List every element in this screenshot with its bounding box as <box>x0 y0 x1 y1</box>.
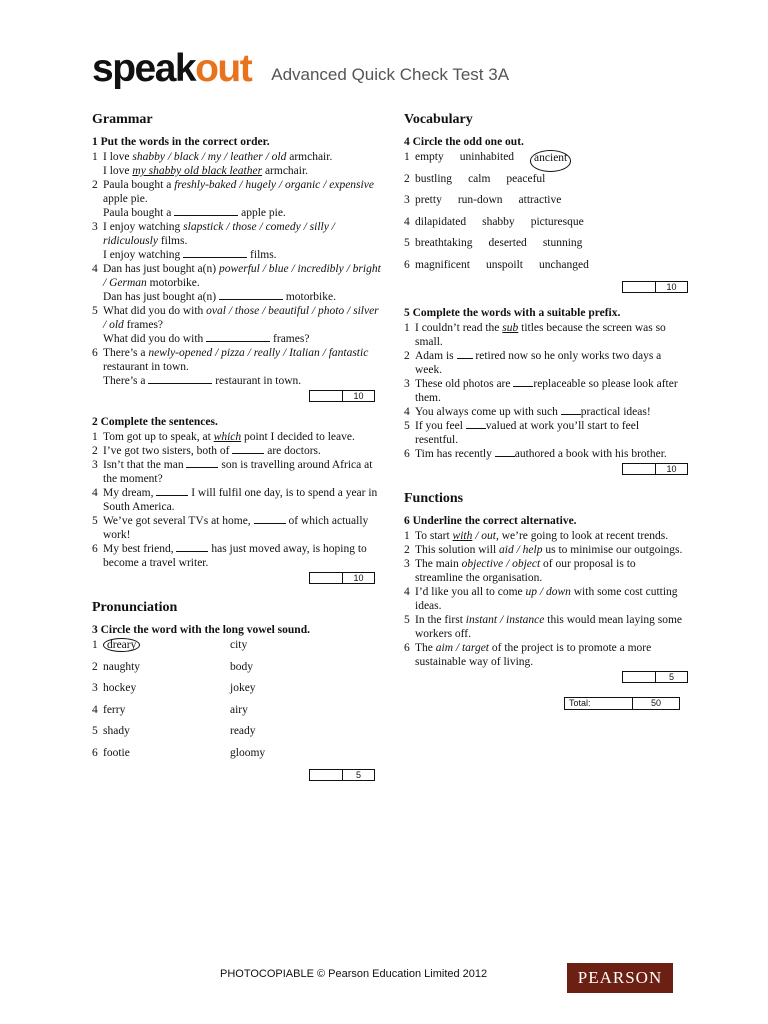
answer-line <box>103 164 382 178</box>
word[interactable]: body <box>230 660 253 673</box>
item-text: There’s a <box>103 347 149 359</box>
item-text: Adam is <box>415 350 457 362</box>
exercise-5-item <box>404 321 684 349</box>
alternatives[interactable]: aid / help <box>499 544 543 556</box>
item-number: 4 <box>404 215 410 228</box>
word[interactable]: naughty <box>103 660 141 673</box>
speakout-logo <box>92 49 251 88</box>
answer-text: restaurant in town. <box>212 375 302 387</box>
answer-text: I love <box>103 165 133 177</box>
word[interactable]: calm <box>468 172 491 185</box>
exercise-2-item <box>92 444 382 458</box>
answer-line <box>103 332 382 346</box>
pearson-logo: PEARSON <box>567 963 673 993</box>
item-number: 6 <box>404 448 410 460</box>
item-text: I’d like you all to come <box>415 586 526 598</box>
alternative[interactable]: / out <box>472 530 496 542</box>
item-words: slapstick / those / comedy / silly / ridiculously <box>103 221 335 247</box>
item-number: 2 <box>404 544 410 556</box>
total-score-box <box>564 697 680 710</box>
item-number: 1 <box>92 639 98 651</box>
answer-text: frames? <box>270 333 310 345</box>
item-text: films. <box>157 235 188 247</box>
item-number: 5 <box>92 515 98 527</box>
word[interactable]: uninhabited <box>459 151 515 163</box>
item-text: son is travelling around Africa at the moment? <box>103 459 373 485</box>
alternatives[interactable]: objective / object <box>461 558 541 570</box>
item-text: authored a book with his brother. <box>514 448 667 460</box>
item-words: powerful / blue / incredibly / bright / German <box>103 263 381 289</box>
item-text: Tim has recently <box>415 448 495 460</box>
item-words: newly-opened / pizza / really / Italian / fantastic <box>148 347 369 359</box>
item-text: frames? <box>123 319 164 331</box>
word[interactable]: run-down <box>457 194 503 206</box>
exercise-5-title: 5 Complete the words with a suitable prefix. <box>404 307 621 319</box>
answer-line <box>103 248 382 262</box>
pronunciation-heading: Pronunciation <box>92 600 178 615</box>
alternatives[interactable]: aim / target <box>435 642 490 654</box>
right-column <box>404 112 684 710</box>
functions-heading: Functions <box>404 491 464 506</box>
logo-part-speak: speak <box>92 47 196 90</box>
answer-text: armchair. <box>262 165 309 177</box>
item-text: I couldn’t read the <box>415 322 503 334</box>
exercise-6-item <box>404 543 684 557</box>
item-number: 4 <box>404 586 410 598</box>
item-number: 5 <box>92 725 98 737</box>
exercise-6-item <box>404 529 684 543</box>
circled-word[interactable]: ancient <box>530 150 571 172</box>
item-number: 2 <box>92 660 98 673</box>
page-header <box>92 44 509 88</box>
item-number: 3 <box>404 194 410 206</box>
exercise-3-row <box>92 724 382 746</box>
answer-blank[interactable] <box>466 419 486 429</box>
left-column <box>92 112 382 783</box>
item-number: 6 <box>92 746 98 759</box>
answer-blank[interactable] <box>174 206 238 216</box>
word[interactable]: unchanged <box>539 258 589 271</box>
item-number: 5 <box>92 305 98 317</box>
answer-blank[interactable] <box>219 290 283 300</box>
item-text: The main <box>415 558 462 570</box>
word[interactable]: magnificent <box>415 258 470 271</box>
score-entry[interactable] <box>623 282 656 292</box>
item-number: 1 <box>404 151 410 163</box>
answer-blank[interactable] <box>176 542 208 552</box>
item-text: In the first <box>415 614 466 626</box>
item-text: are doctors. <box>264 445 321 457</box>
item-number: 1 <box>92 431 98 443</box>
item-number: 4 <box>92 263 98 275</box>
item-words: oval / those / beautiful / photo / silver / old <box>103 305 379 331</box>
item-text: us to minimise our outgoings. <box>542 544 683 556</box>
word[interactable]: empty <box>415 151 444 163</box>
alternatives[interactable]: up / down <box>525 586 571 598</box>
exercise-6-item <box>404 641 684 669</box>
word[interactable]: city <box>230 639 248 651</box>
item-text: this would mean laying some workers off. <box>415 614 683 640</box>
item-text: If you feel <box>415 420 466 432</box>
exercise-2-item <box>92 542 382 570</box>
word-cell <box>103 638 230 660</box>
vocabulary-heading: Vocabulary <box>404 112 473 127</box>
item-number: 3 <box>404 378 410 390</box>
item-text: motorbike. <box>146 277 200 289</box>
exercise-4-title: 4 Circle the odd one out. <box>404 136 524 148</box>
exercise-6-item <box>404 585 684 613</box>
score-entry[interactable] <box>310 391 343 401</box>
exercise-4-row <box>404 172 684 194</box>
item-number: 5 <box>404 614 410 626</box>
exercise-1-item <box>92 220 382 262</box>
answer-line <box>103 206 382 220</box>
exercise-4-row <box>404 236 684 258</box>
exercise-2-item <box>92 514 382 542</box>
exercise-1-title: 1 Put the words in the correct order. <box>92 136 270 148</box>
exercise-6-item <box>404 557 684 585</box>
score-max: 10 <box>353 573 364 583</box>
item-number: 1 <box>404 530 410 542</box>
item-text: Tom got up to speak, at <box>103 431 214 443</box>
item-number: 5 <box>404 237 410 249</box>
exercise-6-item <box>404 613 684 641</box>
item-text: titles because the screen was so small. <box>415 322 666 348</box>
item-words: shabby / black / my / leather / old <box>132 151 287 163</box>
item-text: I love <box>103 151 133 163</box>
word[interactable]: ready <box>230 725 256 737</box>
score-max: 10 <box>666 282 677 292</box>
answer-blank[interactable] <box>495 447 515 457</box>
word[interactable]: dilapidated <box>415 215 467 228</box>
word[interactable]: hockey <box>103 682 137 694</box>
item-text: I enjoy watching <box>103 221 184 233</box>
item-text: of which actually work! <box>103 515 369 541</box>
score-box-ex4 <box>622 281 688 293</box>
example-answer: with <box>452 530 473 542</box>
item-number: 4 <box>92 487 98 499</box>
item-number: 2 <box>404 350 410 362</box>
total-label: Total: <box>565 698 633 709</box>
item-text: apple pie. <box>103 193 148 205</box>
item-number: 4 <box>404 406 410 418</box>
item-number: 3 <box>92 221 98 233</box>
answer-blank[interactable] <box>254 514 286 524</box>
exercise-3-row <box>92 660 382 682</box>
exercise-3-row <box>92 703 382 725</box>
exercise-1-item <box>92 178 382 220</box>
word[interactable]: shady <box>103 725 130 737</box>
item-text: valued at work you’ll start to feel resentful. <box>415 420 640 446</box>
word[interactable]: unspoilt <box>485 258 523 271</box>
word[interactable]: stunning <box>542 237 583 249</box>
score-entry[interactable] <box>310 573 343 583</box>
item-text: Paula bought a <box>103 179 175 191</box>
item-number: 2 <box>404 172 410 185</box>
score-max: 10 <box>666 464 677 474</box>
score-entry[interactable] <box>310 770 343 780</box>
circled-word[interactable]: dreary <box>103 638 140 652</box>
item-number: 4 <box>92 703 98 716</box>
exercise-5-item <box>404 447 684 461</box>
item-number: 6 <box>404 642 410 654</box>
item-number: 3 <box>92 682 98 694</box>
item-number: 5 <box>404 420 410 432</box>
answer-blank[interactable] <box>156 486 188 496</box>
word[interactable]: bustling <box>415 172 453 185</box>
item-number: 6 <box>404 258 410 271</box>
item-text: You always come up with such <box>415 406 561 418</box>
answer-text: There’s a <box>103 375 149 387</box>
example-answer: sub <box>502 322 519 334</box>
exercise-3-title: 3 Circle the word with the long vowel sound. <box>92 624 310 636</box>
exercise-2-item <box>92 458 382 486</box>
test-title: Advanced Quick Check Test 3A <box>271 65 510 84</box>
item-text: My dream, <box>103 487 157 499</box>
item-number: 3 <box>404 558 410 570</box>
exercise-1-item <box>92 262 382 304</box>
item-text: Isn’t that the man <box>103 459 187 471</box>
score-box-ex2 <box>309 572 375 584</box>
score-box-ex3 <box>309 769 375 781</box>
item-text: has just moved away, is hoping to become a travel writer. <box>103 543 367 569</box>
word[interactable]: gloomy <box>230 746 266 759</box>
answer-blank[interactable] <box>183 248 247 258</box>
item-text: To start <box>415 530 453 542</box>
word[interactable]: ferry <box>103 703 126 716</box>
exercise-5-item <box>404 349 684 377</box>
word[interactable]: attractive <box>518 194 562 206</box>
exercise-5-item <box>404 419 684 447</box>
item-text: These old photos are <box>415 378 514 390</box>
copyright-footer: PHOTOCOPIABLE © Pearson Education Limited 2012 <box>220 968 488 980</box>
item-text: point I decided to leave. <box>241 431 355 443</box>
grammar-heading: Grammar <box>92 112 153 127</box>
answer-text: motorbike. <box>282 291 336 303</box>
score-box-ex6 <box>622 671 688 683</box>
exercise-3-row <box>92 638 382 660</box>
word[interactable]: breathtaking <box>415 237 473 249</box>
answer-blank[interactable] <box>148 374 212 384</box>
exercise-1-item <box>92 346 382 388</box>
item-text: practical ideas! <box>580 406 651 418</box>
answer-line <box>103 374 382 388</box>
answer-blank[interactable] <box>206 332 270 342</box>
exercise-4-row <box>404 215 684 237</box>
exercise-2-item <box>92 430 382 444</box>
word[interactable]: peaceful <box>506 172 546 185</box>
exercise-1-item <box>92 150 382 178</box>
exercise-4-row <box>404 150 684 172</box>
item-text: replaceable so please look after them. <box>415 378 678 404</box>
item-number: 1 <box>92 151 98 163</box>
item-number: 2 <box>92 445 98 457</box>
score-max: 5 <box>355 770 361 780</box>
alternatives[interactable]: instant / instance <box>465 614 545 626</box>
example-answer: my shabby old black leather <box>132 165 263 177</box>
item-text: I’ve got two sisters, both of <box>103 445 233 457</box>
score-box-ex5 <box>622 463 688 475</box>
item-text: of the project is to promote a more sustainable way of living. <box>415 642 652 668</box>
word[interactable]: airy <box>230 703 248 716</box>
item-text: My best friend, <box>103 543 177 555</box>
score-max: 5 <box>668 672 674 682</box>
answer-text: Paula bought a <box>103 207 175 219</box>
word[interactable]: deserted <box>488 237 527 249</box>
item-text: with some cost cutting ideas. <box>415 586 678 612</box>
item-number: 6 <box>92 347 98 359</box>
word[interactable]: shabby <box>482 215 515 228</box>
item-text: Dan has just bought a(n) <box>103 263 219 275</box>
answer-blank[interactable] <box>232 444 264 454</box>
word[interactable]: picturesque <box>530 215 584 228</box>
answer-blank[interactable] <box>186 458 218 468</box>
item-number: 3 <box>92 459 98 471</box>
item-text: armchair. <box>286 151 333 163</box>
total-value: 50 <box>650 698 661 708</box>
exercise-5-item <box>404 377 684 405</box>
item-text: I will fulfil one day, is to spend a year in South America. <box>103 487 378 513</box>
item-text: The <box>415 642 436 654</box>
item-number: 6 <box>92 543 98 555</box>
answer-blank[interactable] <box>561 405 581 415</box>
exercise-2-item <box>92 486 382 514</box>
exercise-6-title: 6 Underline the correct alternative. <box>404 515 577 527</box>
logo-part-out: out <box>195 47 252 90</box>
item-text: of our proposal is to streamline the organisation. <box>415 558 636 584</box>
word[interactable]: pretty <box>415 194 442 206</box>
item-text: restaurant in town. <box>103 361 189 373</box>
word[interactable]: jokey <box>230 682 256 694</box>
score-entry[interactable] <box>623 672 656 682</box>
score-entry[interactable] <box>623 464 656 474</box>
score-max: 10 <box>353 391 364 401</box>
item-text: , we’re going to look at recent trends. <box>495 530 669 542</box>
item-number: 2 <box>92 179 98 191</box>
answer-text: Dan has just bought a(n) <box>103 291 219 303</box>
example-answer: which <box>213 431 242 443</box>
item-text: retired now so he only works two days a week. <box>415 350 662 376</box>
exercise-5-item <box>404 405 684 419</box>
item-text: We’ve got several TVs at home, <box>103 515 254 527</box>
item-number: 1 <box>404 322 410 334</box>
answer-line <box>103 290 382 304</box>
answer-blank[interactable] <box>513 377 533 387</box>
exercise-4-row <box>404 258 684 280</box>
exercise-4-row <box>404 193 684 215</box>
exercise-2-title: 2 Complete the sentences. <box>92 416 218 428</box>
exercise-3-row <box>92 681 382 703</box>
exercise-1-item <box>92 304 382 346</box>
exercise-3-row <box>92 746 382 768</box>
answer-text: apple pie. <box>238 207 286 219</box>
score-box-ex1 <box>309 390 375 402</box>
item-text: This solution will <box>415 544 500 556</box>
answer-text: What did you do with <box>103 333 207 345</box>
item-text: What did you do with <box>103 305 207 317</box>
answer-text: I enjoy watching <box>103 249 184 261</box>
word[interactable]: footie <box>103 746 130 759</box>
answer-text: films. <box>247 249 277 261</box>
item-words: freshly-baked / hugely / organic / expensive <box>174 179 374 191</box>
answer-blank[interactable] <box>457 349 473 359</box>
